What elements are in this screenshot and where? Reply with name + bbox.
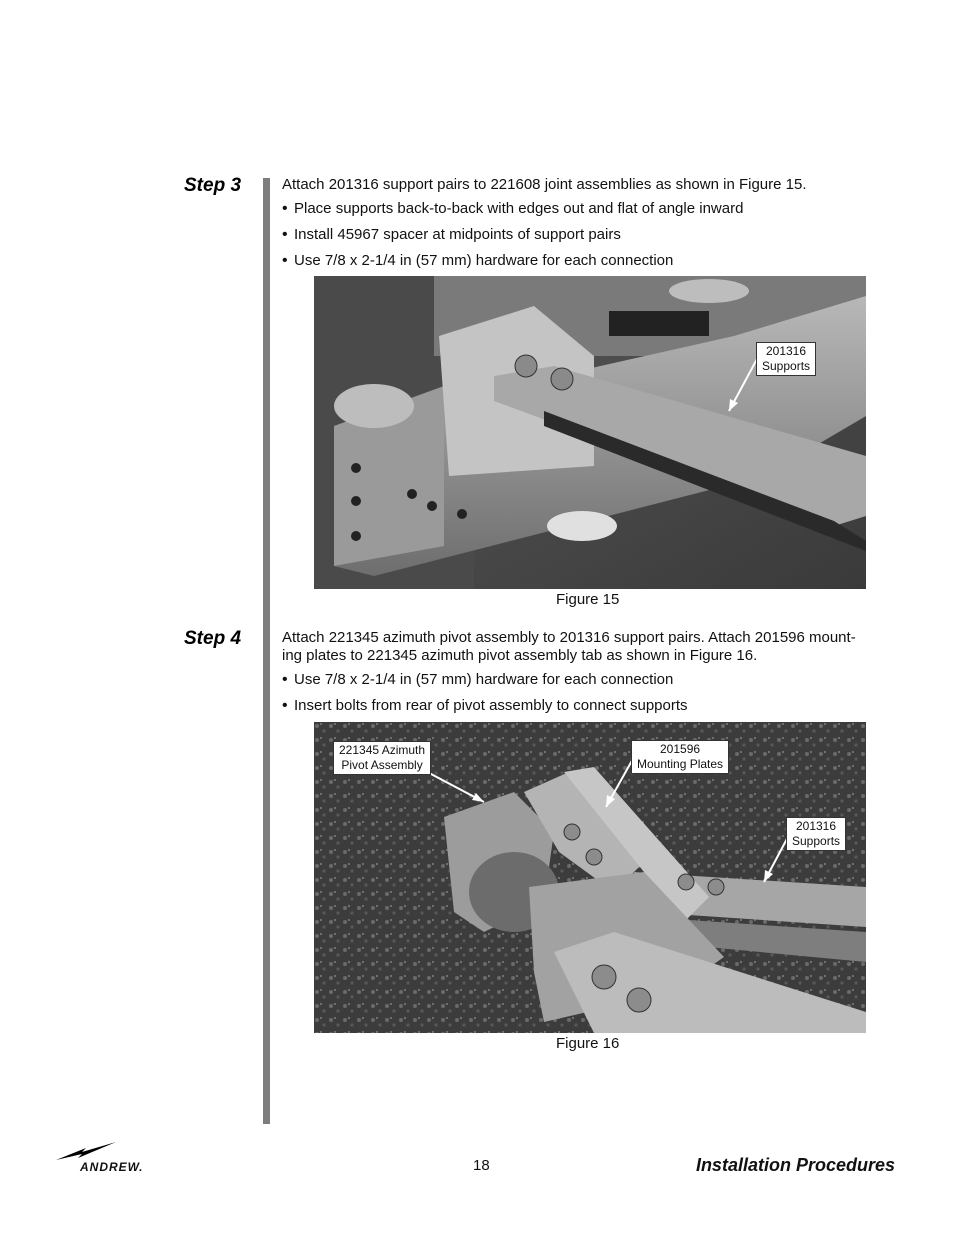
section-rule	[263, 178, 270, 1124]
logo-text: ANDREW.	[80, 1160, 144, 1174]
callout-supports: 201316 Supports	[786, 817, 846, 851]
callout-supports: 201316 Supports	[756, 342, 816, 376]
step-3-intro: Attach 201316 support pairs to 221608 joint assemblies as shown in Figure 15.	[282, 176, 807, 193]
section-title: Installation Procedures	[695, 1155, 895, 1175]
callout-azimuth-pivot-assembly: 221345 Azimuth Pivot Assembly	[333, 741, 431, 775]
list-item: • Install 45967 spacer at midpoints of support pairs	[282, 226, 621, 243]
list-item: • Insert bolts from rear of pivot assembly to connect supports	[282, 697, 688, 714]
bullet-dot-icon: •	[282, 671, 288, 688]
list-item: • Use 7/8 x 2-1/4 in (57 mm) hardware for each connection	[282, 671, 674, 688]
step-3-label: Step 3	[184, 175, 242, 196]
figure-15-caption: Figure 15	[556, 591, 620, 608]
bullet-dot-icon: •	[282, 200, 288, 217]
step-4-label: Step 4	[184, 628, 242, 649]
bullet-dot-icon: •	[282, 697, 288, 714]
bullet-dot-icon: •	[282, 252, 288, 269]
list-item: • Place supports back-to-back with edges out and flat of angle inward	[282, 200, 744, 217]
figure-16-caption: Figure 16	[556, 1035, 620, 1052]
step-4-intro: Attach 221345 azimuth pivot assembly to 201316 support pairs. Attach 201596 mount- ing plates to 221345 azimuth pivot assembly tab as shown in Figure 16.	[282, 629, 856, 664]
list-item: • Use 7/8 x 2-1/4 in (57 mm) hardware for each connection	[282, 252, 674, 269]
callout-mounting-plates: 201596 Mounting Plates	[631, 740, 729, 774]
figure-15-photo	[314, 276, 866, 589]
bullet-dot-icon: •	[282, 226, 288, 243]
page-number: 18	[473, 1157, 490, 1174]
